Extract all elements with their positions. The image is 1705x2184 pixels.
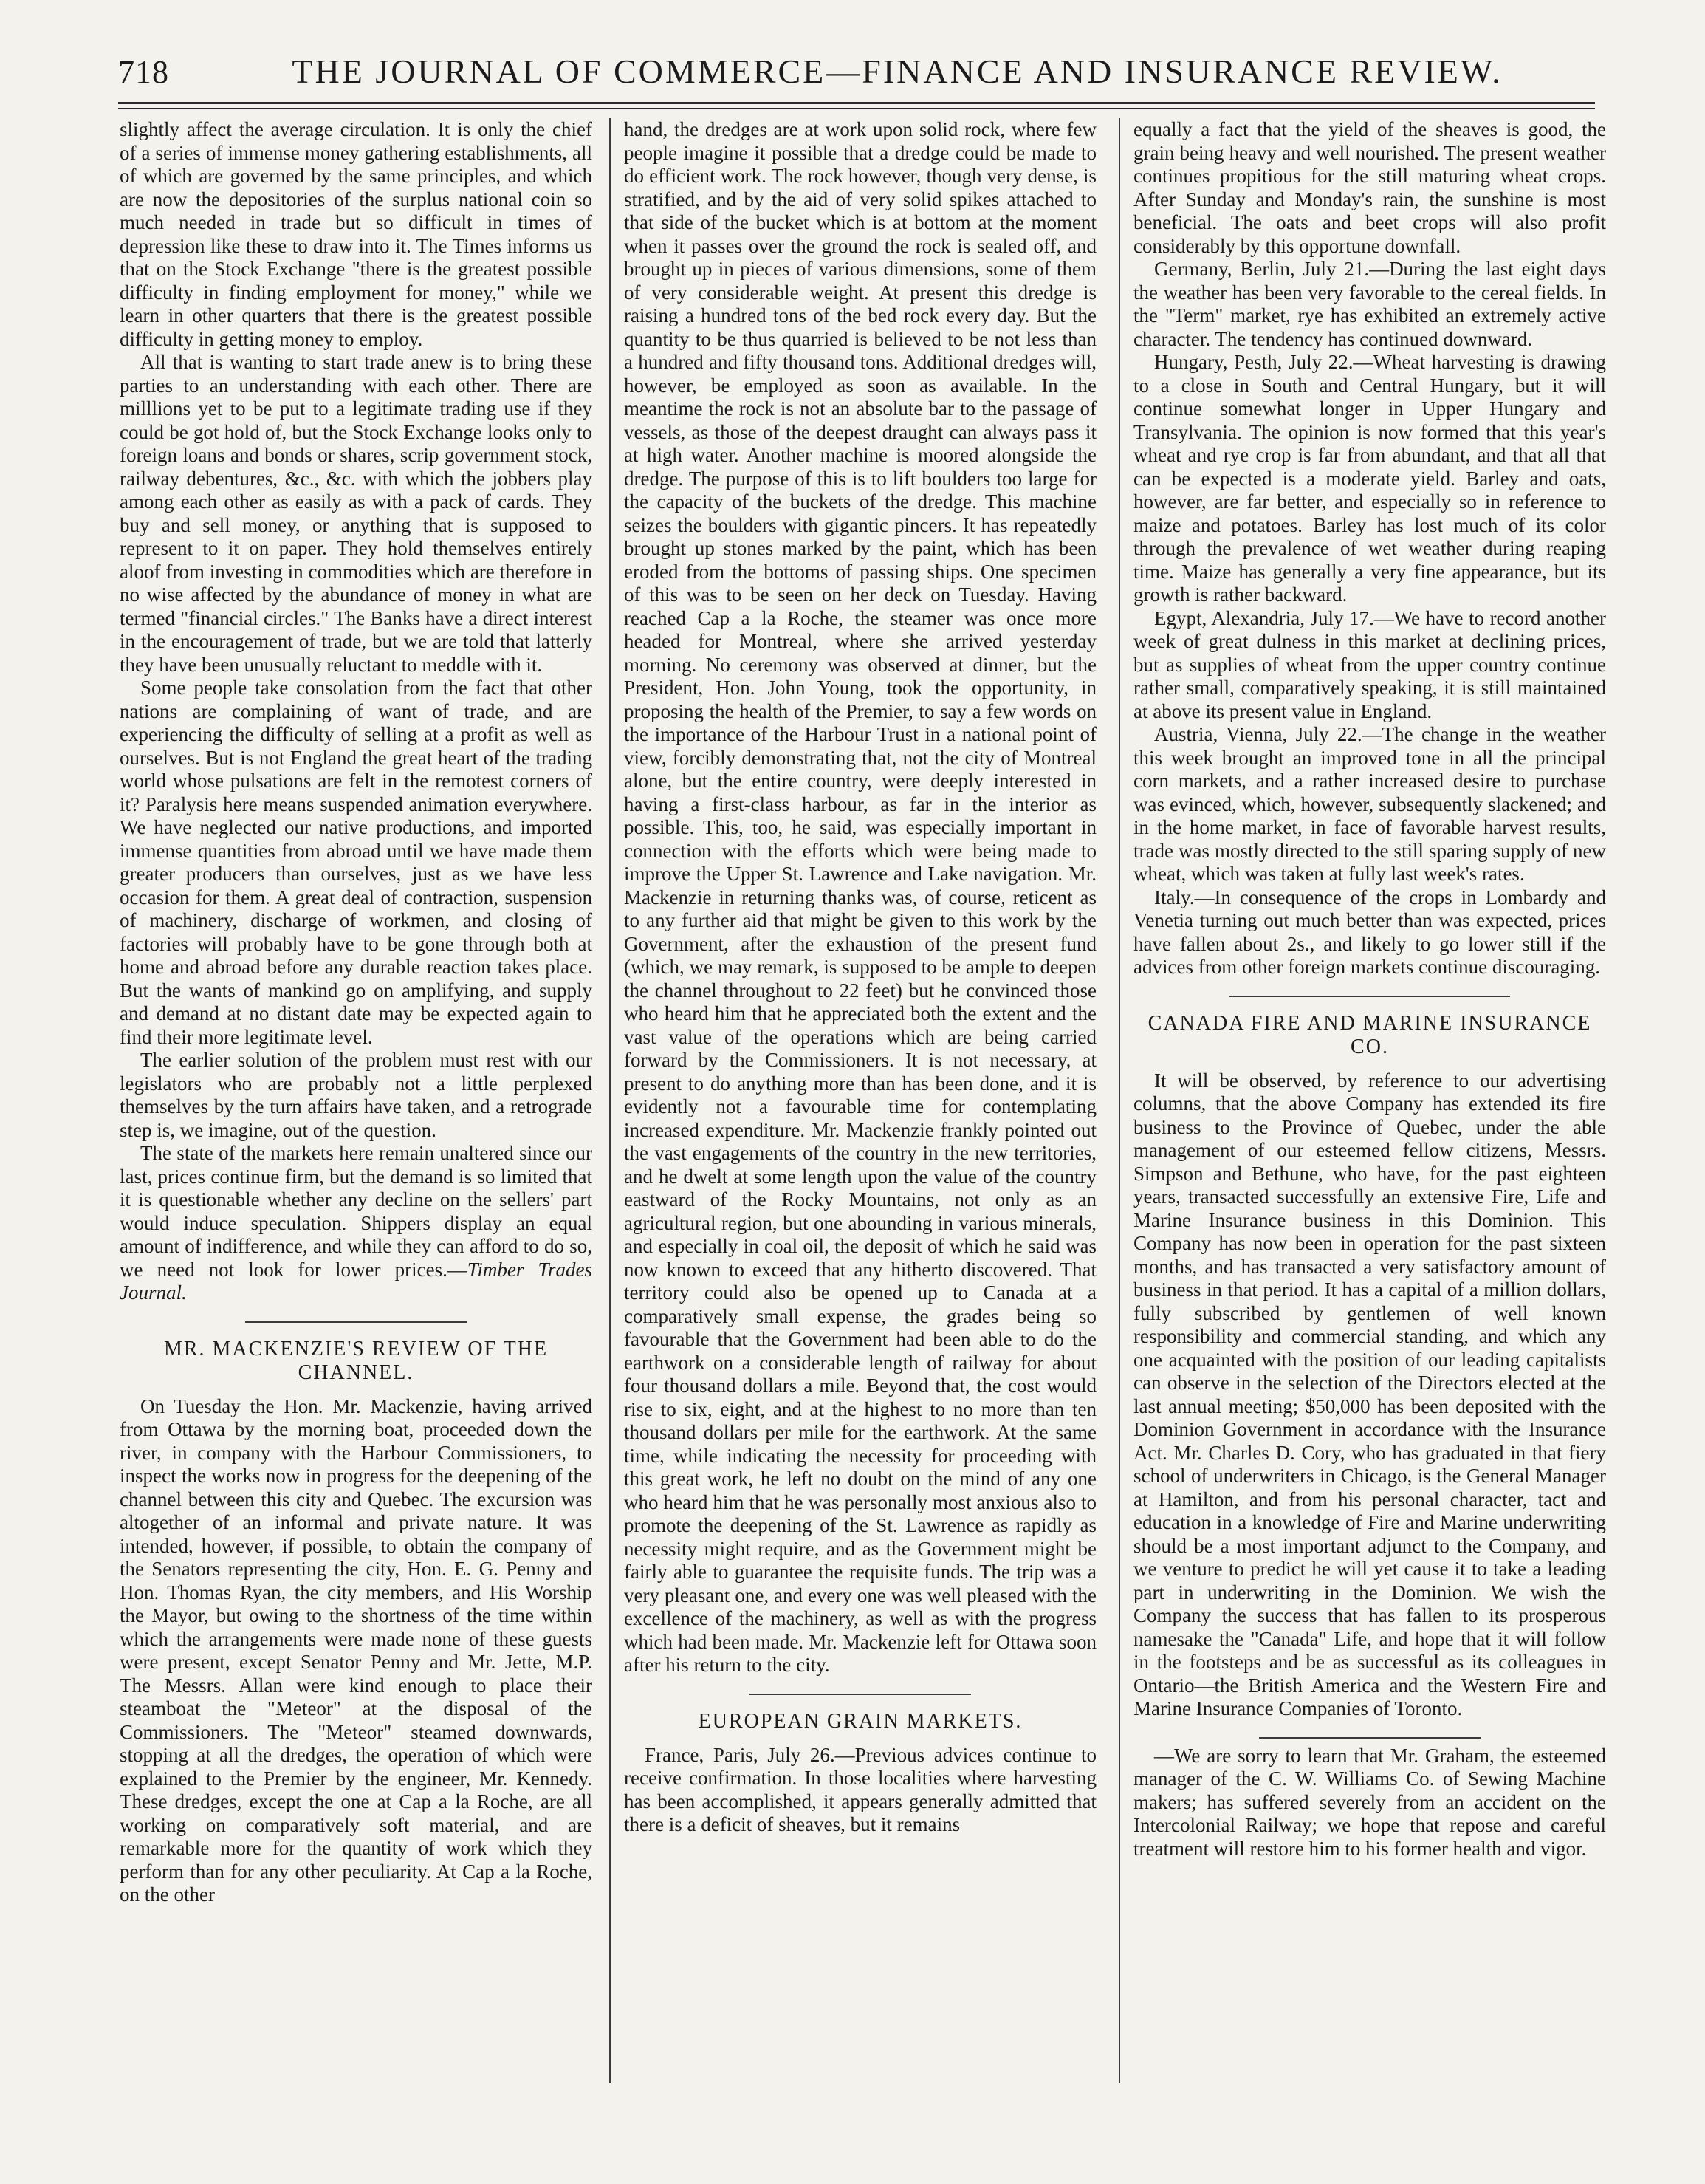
paragraph: France, Paris, July 26.—Previous advices continue to receive confirmation. In those localities where harvesting has been accomplished, it appears generally admitted that there is a deficit of sheaves, but it remains xyxy=(624,1743,1097,1835)
paragraph: —We are sorry to learn that Mr. Graham, the esteemed manager of the C. W. Williams Co. of Sewing Machine makers; has suffered severely from an accident on the Intercolonial Railway; we hope that repose and careful treatment will restore him to his former health and vigor. xyxy=(1133,1744,1606,1860)
paragraph: Austria, Vienna, July 22.—The change in the weather this week brought an improved tone in all the principal corn markets, and a rather increased desire to purchase was evinced, which, however, subsequently slackened; and in the home market, in face of favorable harvest results, trade was mostly directed to the still sparing supply of new wheat, which was taken at fully last week's rates. xyxy=(1133,723,1606,885)
paragraph: hand, the dredges are at work upon solid rock, where few people imagine it possible that a dredge could be made to do efficient work. The rock however, though very dense, is stratified, and by the aid of very solid spikes attached to that side of the bucket which is at bottom at the moment when it passes over the ground the rock is sealed off, and brought up in pieces of various dimensions, some of them of very considerable weight. At present this dredge is raising a hundred tons of the bed rock every day. But the quantity to be thus quarried is believed to be not less than a hundred and fifty thousand tons. Additional dredges will, however, be employed as soon as available. In the meantime the rock is not an absolute bar to the passage of vessels, as those of the deepest draught can always pass it at high water. Another machine is moored alongside the dredge. The purpose of this is to lift boulders too large for the capacity of the buckets of the dredge. This machine seizes the boulders with gigantic pincers. It has repeatedly brought up stones marked by the paint, which has been eroded from the bottoms of passing ships. One specimen of this was to be seen on her deck on Tuesday. Having reached Cap a la Roche, the steamer was once more headed for Montreal, where she arrived yesterday morning. No ceremony was observed at dinner, but the President, Hon. John Young, took the opportunity, in proposing the health of the Premier, to say a few words on the importance of the Harbour Trust in a national point of view, forcibly demonstrating that, not the city of Montreal alone, but the entire country, were deeply interested in having a first-class harbour, as far in the interior as possible. This, too, he said, was especially important in connection with the efforts which were being made to improve the Upper St. Lawrence and Lake navigation. Mr. Mackenzie in returning thanks was, of course, reticent as to any further aid that might be given to this work by the Government, after the exhaustion of the present fund (which, we may remark, is supposed to be ample to deepen the channel throughout to 22 feet) but he convinced those who heard him that he appreciated both the extent and the vast value of the operations which are being carried forward by the Commissioners. It is not necessary, at present to do anything more than has been done, and it is evidently not a favourable time for contemplating increased expenditure. Mr. Mackenzie frankly pointed out the vast engagements of the country in the new territories, and he dwelt at some length upon the value of the country eastward of the Rocky Mountains, not only as an agricultural region, but one abounding in various minerals, and especially in coal oil, the deposit of which he said was now known to exceed that any hitherto discovered. That territory could also be opened up to Canada at a comparatively small expense, the grades being so favourable that the Government had been able to do the earthwork on a considerable length of railway for about four thousand dollars a mile. Beyond that, the cost would rise to six, eight, and at the highest to no more than ten thousand dollars per mile for the earthwork. At the same time, while indicating the necessity for proceeding with this great work, he left no doubt on the mind of any one who heard him that he was personally most anxious also to promote the deepening of the St. Lawrence as rapidly as necessity might require, and as the Government might be fairly able to guarantee the requisite funds. The trip was a very pleasant one, and every one was well pleased with the excellence of the machinery, as well as with the progress which had been made. Mr. Mackenzie left for Ottawa soon after his return to the city. xyxy=(624,118,1097,1676)
paragraph: The earlier solution of the problem must rest with our legislators who are probably not a little perplexed themselves by the turn affairs have taken, and a retrograde step is, we imagine, out of the question. xyxy=(120,1049,592,1141)
paragraph: It will be observed, by reference to our advertising columns, that the above Company has extended its fire business to the Province of Quebec, under the able management of our esteemed fellow citizens, Messrs. Simpson and Bethune, who have, for the past eighteen years, transacted successfully an extensive Fire, Life and Marine Insurance business in this Dominion. This Company has now been in operation for the past sixteen months, and has transacted a very satisfactory amount of business in that period. It has a capital of a million dollars, fully subscribed by gentlemen of well known responsibility and commercial standing, and which any one acquainted with the position of our leading capitalists can observe in the selection of the Directors elected at the last annual meeting; $50,000 has been deposited with the Dominion Government in accordance with the Insurance Act. Mr. Charles D. Cory, who has graduated in that fiery school of underwriters in Chicago, is the General Manager at Hamilton, and from his personal character, tact and education in a knowledge of Fire and Marine underwriting should be a most important adjunct to the Company, and we venture to predict he will yet cause it to take a leading part in underwriting in the Dominion. We wish the Company the success that has fallen to its prosperous namesake the "Canada" Life, and hope that it will follow in the footsteps and be as successful as its colleagues in Ontario—the British America and the Western Fire and Marine Insurance Companies of Toronto. xyxy=(1133,1069,1606,1719)
section-separator xyxy=(749,1694,971,1695)
section-separator xyxy=(1229,996,1510,997)
section-heading-grain-markets: EUROPEAN GRAIN MARKETS. xyxy=(698,1709,1023,1733)
section-heading-canada-fire: CANADA FIRE AND MARINE INSURANCE CO. xyxy=(1147,1011,1592,1058)
paragraph: Egypt, Alexandria, July 17.—We have to record another week of great dulness in this market at declining prices, but as supplies of wheat from the upper country continue rather small, comparatively speaking, it is still maintained at above its present value in England. xyxy=(1133,606,1606,722)
paragraph: On Tuesday the Hon. Mr. Mackenzie, having arrived from Ottawa by the morning boat, proceeded down the river, in company with the Harbour Commissioners, to inspect the works now in progress for the deepening of the channel between this city and Quebec. The excursion was altogether of an informal and private nature. It was intended, however, if possible, to obtain the company of the Senators representing the city, Hon. E. G. Penny and Hon. Thomas Ryan, the city members, and His Worship the Mayor, but owing to the shortness of the time within which the arrangements were made none of these guests were present, except Senator Penny and Mr. Jette, M.P. The Messrs. Allan were kind enough to place their steamboat the "Meteor" at the disposal of the Commissioners. The "Meteor" steamed downwards, stopping at all the dredges, the operation of which were explained to the Premier by the engineer, Mr. Kennedy. These dredges, except the one at Cap a la Roche, are all working on comparatively soft material, and are remarkable more for the quantity of work which they perform than for any other peculiarity. At Cap a la Roche, on the other xyxy=(120,1394,592,1906)
paragraph: Some people take consolation from the fact that other nations are complaining of want of trade, and are experiencing the difficulty of selling at a profit as well as ourselves. But is not England the great heart of the trading world whose pulsations are felt in the remotest corners of it? Paralysis here means suspended animation everywhere. We have neglected our native productions, and imported immense quantities from abroad until we have made them greater producers than ourselves, just as we have less occasion for them. A great deal of contraction, suspension of machinery, discharge of workmen, and closing of factories will probably have to be gone through both at home and abroad before any durable reaction takes place. But the wants of mankind go on amplifying, and supply and demand at no distant date may be expected again to find their more legitimate level. xyxy=(120,677,592,1048)
running-head-title: THE JOURNAL OF COMMERCE—FINANCE AND INSURANCE REVIEW. xyxy=(292,52,1503,90)
page-number: 718 xyxy=(118,54,169,90)
page-header xyxy=(118,49,1595,102)
column-2 xyxy=(624,118,1097,2083)
header-rule-thin xyxy=(118,108,1595,109)
paragraph: Germany, Berlin, July 21.—During the last eight days the weather has been very favorable to the cereal fields. In the "Term" market, rye has exhibited an extremely active character. The tendency has continued downward. xyxy=(1133,258,1606,350)
paragraph: Italy.—In consequence of the crops in Lombardy and Venetia turning out much better than was expected, prices have fallen about 2s., and likely to go lower still if the advices from other foreign markets continue discouraging. xyxy=(1133,886,1606,978)
header-rule xyxy=(118,102,1595,104)
paragraph-text: The state of the markets here remain unaltered since our last, prices continue firm, but the demand is so limited that it is questionable whether any decline on the sellers' part would induce speculation. Shippers display an equal amount of indifference, and while they can afford to do so, we need not look for lower prices.— xyxy=(120,1142,592,1281)
paragraph: Hungary, Pesth, July 22.—Wheat harvesting is drawing to a close in South and Central Hungary, but it will continue somewhat longer in Upper Hungary and Transylvania. The opinion is now formed that this year's wheat and rye crop is far from abundant, and that all that can be expected is a moderate yield. Barley and oats, however, are far better, and especially so in reference to maize and potatoes. Barley has lost much of its color through the prevalence of wet weather during reaping time. Maize has generally a very fine appearance, but its growth is rather backward. xyxy=(1133,351,1606,606)
column-rule-1 xyxy=(609,118,611,2083)
paragraph: slightly affect the average circulation. It is only the chief of a series of immense money gathering establishments, all of which are governed by the same principles, and which are now the depositories of the surplus national coin so much needed in trade but so difficult in times of depression like these to draw into it. The Times informs us that on the Stock Exchange "there is the greatest possible difficulty in finding employment for money," while we learn in other quarters that there is the greatest possible difficulty in getting money to employ. xyxy=(120,118,592,350)
paragraph: equally a fact that the yield of the sheaves is good, the grain being heavy and well nourished. The present weather continues propitious for the still maturing wheat crops. After Sunday and Monday's rain, the sunshine is most beneficial. The oats and beet crops will also profit considerably by this opportune downfall. xyxy=(1133,118,1606,257)
section-heading-mackenzie: MR. MACKENZIE'S REVIEW OF THE CHANNEL. xyxy=(163,1337,549,1384)
paragraph xyxy=(120,1142,592,1305)
column-1 xyxy=(120,118,592,2083)
paragraph: All that is wanting to start trade anew is to bring these parties to an understanding with each other. There are milllions yet to be put to a legitimate trading use if they could be got hold of, but the Stock Exchange looks only to foreign loans and bonds or shares, scrip government stock, railway debentures, &c., &c. with which the jobbers play among each other as easily as with a pack of cards. They buy and sell money, or anything that is supposed to represent to it on paper. They hold themselves entirely aloof from investing in commodities which are therefore in no wise affected by the abundance of money in what are termed "financial circles." The Banks have a direct interest in the encouragement of trade, but we are told that latterly they have been unusually reluctant to meddle with it. xyxy=(120,351,592,676)
column-3 xyxy=(1133,118,1606,2083)
column-rule-2 xyxy=(1119,118,1120,2083)
source-signature: Timber Trades Journal. xyxy=(120,1258,592,1304)
section-separator xyxy=(245,1321,467,1323)
section-separator xyxy=(1259,1737,1481,1739)
